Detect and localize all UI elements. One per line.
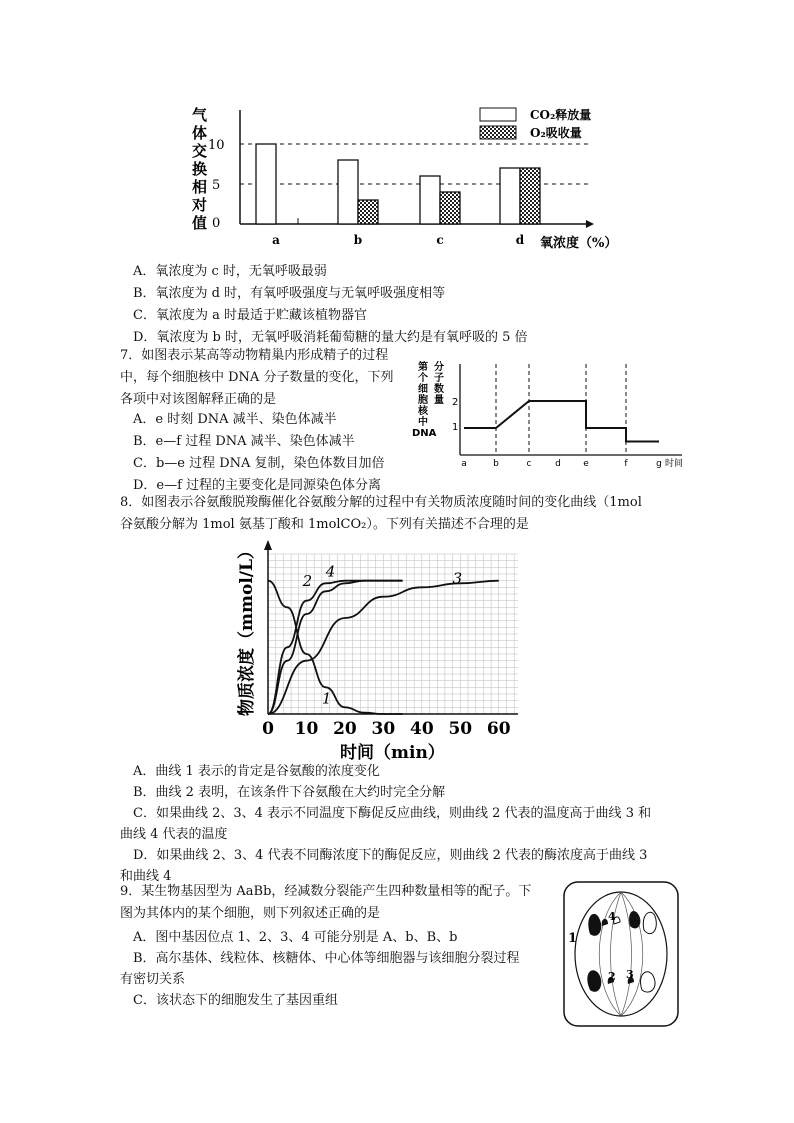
chart2-xtick-d: d <box>555 459 561 469</box>
chart1-ylabel-char: 相 <box>192 178 208 196</box>
chart1-bars <box>256 144 540 247</box>
chart2-xtick-e: e <box>583 459 589 469</box>
legend-o2-swatch <box>480 126 516 139</box>
q6-line-1: B．氧浓度为 d 时，有氧呼吸强度与无氧呼吸强度相等 <box>133 286 446 301</box>
chromosome-3 <box>643 912 656 933</box>
q8-opts-line-0: A．曲线 1 表示的肯定是谷氨酸的浓度变化 <box>133 764 380 779</box>
q6-line-3: D．氧浓度为 b 时，无氧呼吸消耗葡萄糖的量大约是有氧呼吸的 5 倍 <box>133 330 528 345</box>
q8-opts-line-3: 曲线 4 代表的温度 <box>120 827 228 842</box>
curve-label-4: 4 <box>325 562 336 581</box>
legend-o2-label: O₂吸收量 <box>530 126 582 140</box>
legend-co2-swatch <box>480 108 516 121</box>
chart2-xtick-a: a <box>461 459 467 469</box>
chart1-ylabel-char: 交 <box>192 142 208 160</box>
chart2-xticks <box>461 457 683 469</box>
q9-option-line-1: B．高尔基体、线粒体、核糖体、中心体等细胞器与该细胞分裂过程 <box>133 951 520 966</box>
q9-option-line-0: A．图中基因位点 1、2、3、4 可能分别是 A、b、B、b <box>133 930 458 945</box>
q8-opts-line-5: 和曲线 4 <box>120 869 172 884</box>
gas-exchange-bar-chart <box>190 100 620 260</box>
q9-line-0: 9．某生物基因型为 AaBb，经减数分裂能产生四种数量相等的配子。下 <box>120 884 532 899</box>
locus-label-4: 4 <box>608 910 616 923</box>
chart3-xtick-40: 40 <box>410 719 434 739</box>
chart2-ylabel-char: 第 <box>418 362 428 373</box>
chart3-xtick-20: 20 <box>333 719 357 739</box>
chart1-x-arrow <box>586 220 594 228</box>
q8-opts-line-1: B．曲线 2 表明，在该条件下谷氨酸在大约时完全分解 <box>133 785 446 800</box>
chart2-ylabel <box>412 360 444 439</box>
q8-head-line-1: 谷氨酸分解为 1mol 氨基丁酸和 1molCO₂）。下列有关描述不合理的是 <box>120 517 529 532</box>
bar-co2-c <box>420 176 440 224</box>
bar-o2-d <box>520 168 540 224</box>
chart2-ylabel-right-char: 量 <box>434 395 444 406</box>
chart3-xtick-50: 50 <box>448 719 473 739</box>
chart2-ylabel-char: 中 <box>418 417 428 428</box>
chart3-xtick-30: 30 <box>371 719 396 739</box>
chart2-ytick-1: 1 <box>452 422 459 433</box>
bar-co2-d <box>500 168 520 224</box>
chart3-xlabel: 时间（min） <box>340 743 445 763</box>
chart2-ylabel-char: 胞 <box>418 395 428 406</box>
chart2-xtick-g: g <box>656 459 662 469</box>
q6-line-0: A．氧浓度为 c 时，无氧呼吸最弱 <box>133 264 327 279</box>
chart2-ylabel-right-char: 子 <box>434 373 444 384</box>
chart1-ylabel-char: 体 <box>192 124 208 142</box>
chart1-ytick-0: 0 <box>212 216 221 231</box>
chart2-xtick-b: b <box>493 459 499 469</box>
chart1-ylabel-char: 气 <box>192 106 208 124</box>
chart1-ylabel-char: 对 <box>192 196 208 214</box>
chart2-ylabel-right-char: 分 <box>434 362 444 373</box>
chart1-ytick-5: 5 <box>212 178 221 193</box>
chart3-y-arrow <box>264 540 272 550</box>
chart1-xlabel: 氧浓度（%） <box>540 236 618 251</box>
chart1-xtick-c: c <box>436 233 444 247</box>
chart1-xtick-b: b <box>353 233 363 247</box>
q7-option-1: B．e—f 过程 DNA 减半、染色体减半 <box>133 434 355 449</box>
chart1-ylabel-char: 值 <box>192 214 208 232</box>
figure-frame <box>564 882 678 1026</box>
chart2-ylabel-char: DNA <box>412 428 437 439</box>
legend-co2-label: CO₂释放量 <box>530 108 592 122</box>
chart2-xtick-c: c <box>526 459 532 469</box>
chart2-ylabel-char: 个 <box>418 373 428 384</box>
curve-label-1: 1 <box>321 689 332 708</box>
q9-option-line-2: 有密切关系 <box>120 972 186 987</box>
chart1-ylabel-char: 换 <box>192 160 208 178</box>
chart2-ytick-2: 2 <box>452 397 459 408</box>
dna-content-line-chart <box>412 358 694 474</box>
chart2-xlabel: 时间 <box>665 459 684 469</box>
chart1-xtick-d: d <box>515 233 525 247</box>
q7-line-2: 各项中对该图解释正确的是 <box>120 392 277 407</box>
q9-option-line-3: C．该状态下的细胞发生了基因重组 <box>133 993 338 1008</box>
chromosome-6 <box>641 972 656 992</box>
chart3-xtick-0: 0 <box>262 719 274 739</box>
chart2-ylabel-char: 细 <box>418 384 428 395</box>
concentration-line-chart <box>222 536 532 764</box>
q8-head-line-0: 8．如图表示谷氨酸脱羧酶催化谷氨酸分解的过程中有关物质浓度随时间的变化曲线（1mol <box>120 495 642 510</box>
q7-option-2: C．b—e 过程 DNA 复制，染色体数目加倍 <box>133 456 385 471</box>
chart1-ytick-10: 10 <box>208 138 225 153</box>
q8-opts-line-4: D．如果曲线 2、3、4 代表不同酶浓度下的酶促反应，则曲线 2 代表的酶浓度高于曲线 3 <box>133 848 648 863</box>
chart2-dividers <box>496 364 626 455</box>
chart3-ylabel: 物质浓度（mmol/L） <box>237 542 257 716</box>
chart1-ylabel <box>191 106 208 232</box>
q7-line-0: 7．如图表示某高等动物精巢内形成精子的过程 <box>120 348 389 363</box>
chart1-xtick-a: a <box>272 233 280 247</box>
bar-o2-b <box>358 200 378 224</box>
q7-line-1: 中，每个细胞核中 DNA 分子数量的变化，下列 <box>120 370 394 385</box>
bar-co2-b <box>338 160 358 224</box>
q8-opts-line-2: C．如果曲线 2、3、4 表示不同温度下酶促反应曲线，则曲线 2 代表的温度高于曲线 3 和 <box>133 806 652 821</box>
q7-option-0: A．e 时刻 DNA 减半、染色体减半 <box>133 412 337 427</box>
chart2-dna-curve <box>464 401 659 442</box>
chart3-xtick-60: 60 <box>486 719 511 739</box>
q9-line-1: 图为其体内的某个细胞，则下列叙述正确的是 <box>120 906 381 921</box>
q7-option-3: D．e—f 过程的主要变化是同源染色体分离 <box>133 478 382 493</box>
curve-label-2: 2 <box>302 572 313 590</box>
bar-o2-c <box>440 192 460 224</box>
locus-label-3: 3 <box>626 968 634 981</box>
chart2-ylabel-char: 核 <box>418 406 428 417</box>
bar-co2-a <box>256 144 276 224</box>
cell-division-figure <box>562 880 680 1028</box>
chart3-xtick-10: 10 <box>294 719 319 739</box>
curve-label-3: 3 <box>452 569 463 588</box>
locus-label-1: 1 <box>568 931 578 946</box>
chart3-xticks <box>262 719 511 739</box>
locus-label-2: 2 <box>608 970 616 983</box>
q6-line-2: C．氧浓度为 a 时最适于贮藏该植物器官 <box>133 308 367 323</box>
chart2-xtick-f: f <box>624 459 628 469</box>
chart2-ylabel-right-char: 数 <box>434 384 444 395</box>
